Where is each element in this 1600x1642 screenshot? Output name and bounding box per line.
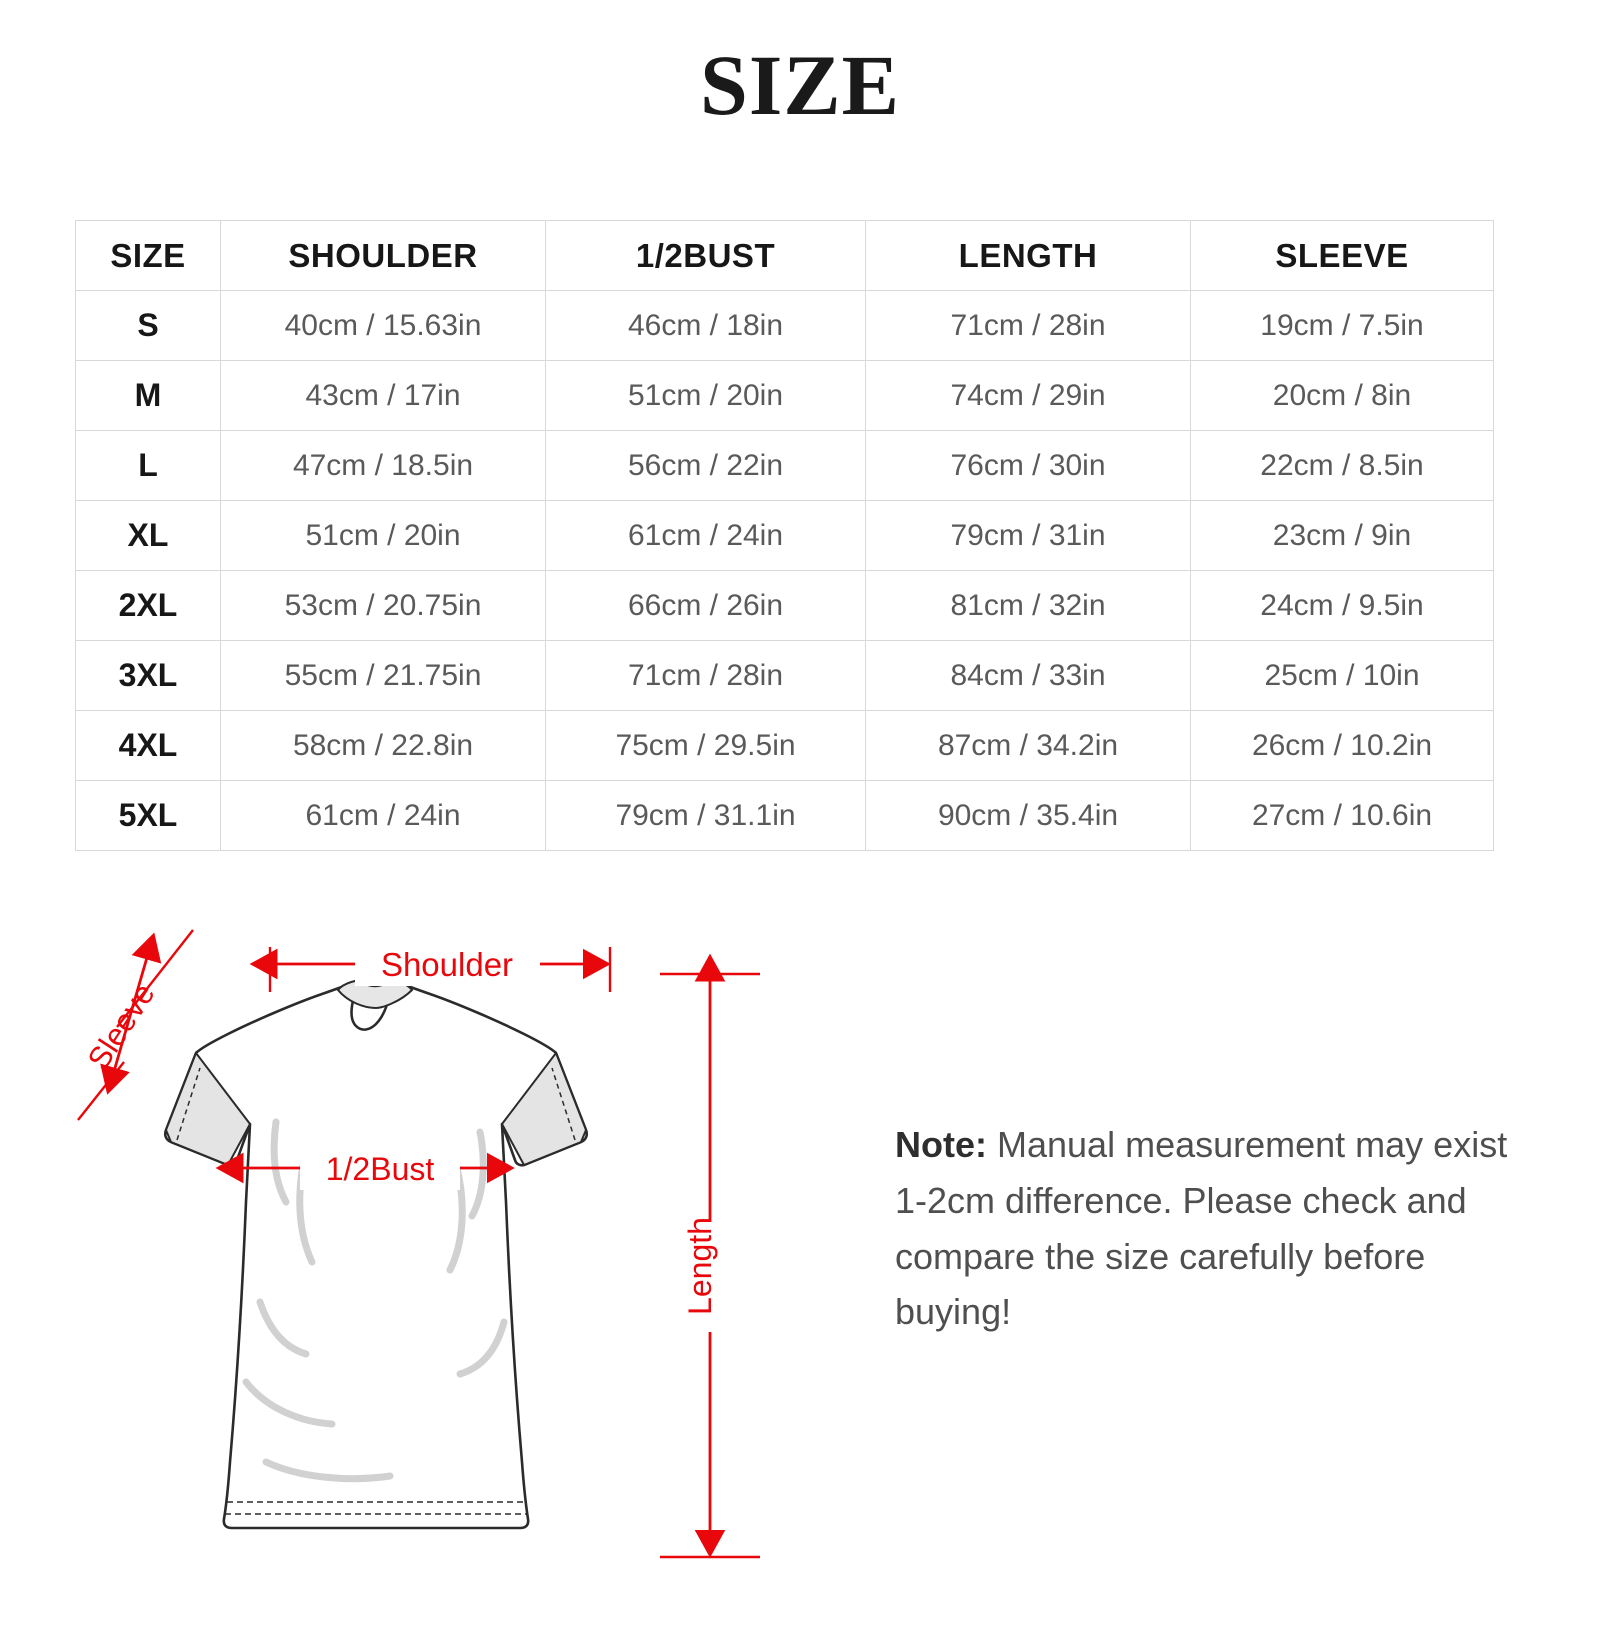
tshirt-diagram-svg xyxy=(60,902,860,1602)
column-header-length: LENGTH xyxy=(866,221,1191,291)
table-row xyxy=(76,501,1494,571)
cell-shoulder: 53cm / 20.75in xyxy=(221,571,546,641)
table-row xyxy=(76,641,1494,711)
shoulder-label: Shoulder xyxy=(380,946,514,983)
cell-sleeve: 19cm / 7.5in xyxy=(1191,291,1494,361)
cell-half-bust: 75cm / 29.5in xyxy=(546,711,866,781)
cell-length: 79cm / 31in xyxy=(866,501,1191,571)
cell-size: M xyxy=(76,361,221,431)
cell-shoulder: 43cm / 17in xyxy=(221,361,546,431)
half-bust-label: 1/2Bust xyxy=(325,1151,435,1187)
table-row xyxy=(76,711,1494,781)
size-chart-table-container xyxy=(75,220,1493,851)
cell-sleeve: 25cm / 10in xyxy=(1191,641,1494,711)
cell-sleeve: 24cm / 9.5in xyxy=(1191,571,1494,641)
measurement-diagram xyxy=(60,902,860,1602)
table-row xyxy=(76,361,1494,431)
cell-half-bust: 56cm / 22in xyxy=(546,431,866,501)
sleeve-label: Sleeve xyxy=(80,976,162,1076)
cell-half-bust: 71cm / 28in xyxy=(546,641,866,711)
cell-half-bust: 61cm / 24in xyxy=(546,501,866,571)
cell-size: L xyxy=(76,431,221,501)
cell-length: 84cm / 33in xyxy=(866,641,1191,711)
cell-sleeve: 22cm / 8.5in xyxy=(1191,431,1494,501)
table-header-row xyxy=(76,221,1494,291)
cell-length: 81cm / 32in xyxy=(866,571,1191,641)
column-header-sleeve: SLEEVE xyxy=(1191,221,1494,291)
cell-length: 74cm / 29in xyxy=(866,361,1191,431)
column-header-size: SIZE xyxy=(76,221,221,291)
tshirt-outline xyxy=(165,980,587,1528)
cell-shoulder: 61cm / 24in xyxy=(221,781,546,851)
cell-shoulder: 58cm / 22.8in xyxy=(221,711,546,781)
cell-shoulder: 51cm / 20in xyxy=(221,501,546,571)
length-label: Length xyxy=(682,1217,718,1315)
note-block xyxy=(895,1117,1535,1340)
cell-shoulder: 47cm / 18.5in xyxy=(221,431,546,501)
page-title: SIZE xyxy=(699,37,901,133)
table-row xyxy=(76,431,1494,501)
cell-length: 71cm / 28in xyxy=(866,291,1191,361)
cell-sleeve: 23cm / 9in xyxy=(1191,501,1494,571)
cell-half-bust: 79cm / 31.1in xyxy=(546,781,866,851)
cell-sleeve: 20cm / 8in xyxy=(1191,361,1494,431)
size-chart-table xyxy=(75,220,1494,851)
cell-half-bust: 46cm / 18in xyxy=(546,291,866,361)
cell-shoulder: 40cm / 15.63in xyxy=(221,291,546,361)
cell-shoulder: 55cm / 21.75in xyxy=(221,641,546,711)
note-prefix: Note: xyxy=(895,1124,987,1165)
table-row xyxy=(76,571,1494,641)
cell-size: 5XL xyxy=(76,781,221,851)
length-measure xyxy=(660,974,760,1557)
cell-half-bust: 51cm / 20in xyxy=(546,361,866,431)
table-row xyxy=(76,781,1494,851)
note-text: Manual measurement may exist 1-2cm difference. Please check and compare the size carefully before buying! xyxy=(895,1124,1508,1333)
cell-size: 2XL xyxy=(76,571,221,641)
column-header-half-bust: 1/2BUST xyxy=(546,221,866,291)
cell-size: XL xyxy=(76,501,221,571)
cell-size: 3XL xyxy=(76,641,221,711)
cell-sleeve: 27cm / 10.6in xyxy=(1191,781,1494,851)
column-header-shoulder: SHOULDER xyxy=(221,221,546,291)
table-row xyxy=(76,291,1494,361)
cell-length: 90cm / 35.4in xyxy=(866,781,1191,851)
cell-size: S xyxy=(76,291,221,361)
cell-length: 87cm / 34.2in xyxy=(866,711,1191,781)
cell-half-bust: 66cm / 26in xyxy=(546,571,866,641)
cell-length: 76cm / 30in xyxy=(866,431,1191,501)
sleeve-measure xyxy=(78,930,193,1120)
shoulder-measure xyxy=(270,942,610,992)
cell-size: 4XL xyxy=(76,711,221,781)
cell-sleeve: 26cm / 10.2in xyxy=(1191,711,1494,781)
